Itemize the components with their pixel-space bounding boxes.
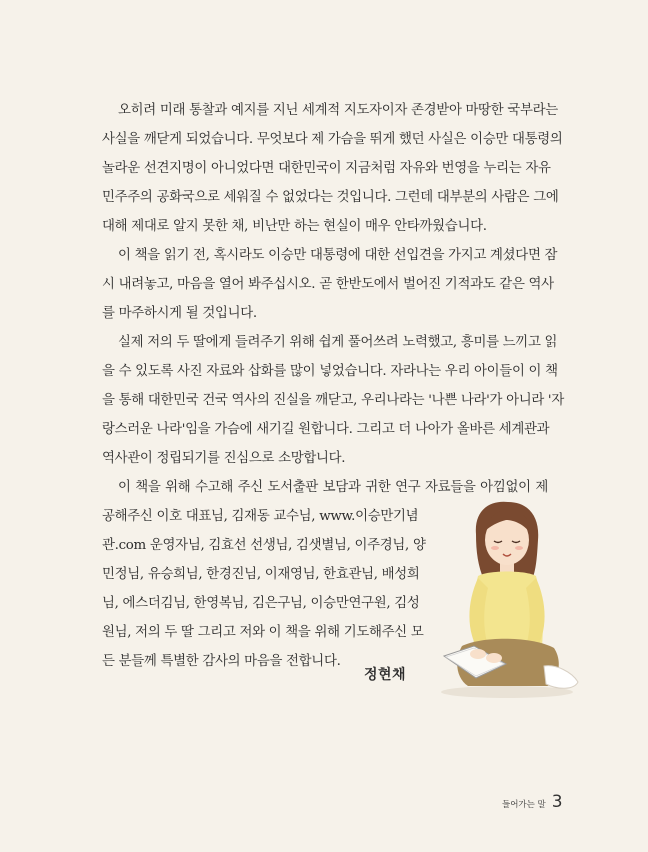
text-line: 원님, 저의 두 딸 그리고 저와 이 책을 위해 기도해주신 모 — [102, 625, 424, 640]
text-line: 를 마주하시게 될 것입니다. — [102, 306, 257, 321]
text-line: 님, 에스더김님, 한영복님, 김은구님, 이승만연구원, 김성 — [102, 596, 420, 611]
text-line: 오히려 미래 통찰과 예지를 지닌 세계적 지도자이자 존경받아 마땅한 국부라는 — [118, 103, 558, 118]
text-line: 관.com 운영자님, 김효선 선생님, 김샛별님, 이주경님, 양 — [102, 538, 426, 553]
text-line: 놀라운 선견지명이 아니었다면 대한민국이 지금처럼 자유와 번영을 누리는 자유 — [102, 161, 551, 176]
text-line: 시 내려놓고, 마음을 열어 봐주십시오. 곧 한반도에서 벌어진 기적과도 같은 역사 — [102, 277, 554, 292]
woman-reading-book-illustration — [432, 496, 582, 702]
text-line: 을 수 있도록 사진 자료와 삽화를 많이 넣었습니다. 자라나는 우리 아이들이 이 책 — [102, 364, 558, 379]
text-line: 대해 제대로 알지 못한 채, 비난만 하는 현실이 매우 안타까웠습니다. — [102, 219, 487, 234]
text-line: 사실을 깨닫게 되었습니다. 무엇보다 제 가슴을 뛰게 했던 사실은 이승만 대통령의 — [102, 132, 563, 147]
page-number: 3 — [551, 792, 563, 812]
text-line: 민정님, 유승희님, 한경진님, 이재영님, 한효관님, 배성희 — [102, 567, 420, 582]
text-line: 이 책을 위해 수고해 주신 도서출판 보담과 귀한 연구 자료들을 아낌없이 제 — [118, 480, 548, 495]
text-line: 공해주신 이호 대표님, 김재동 교수님, www.이승만기념 — [102, 509, 419, 524]
text-line: 민주주의 공화국으로 세워질 수 없었다는 것입니다. 그런데 대부분의 사람은 그에 — [102, 190, 559, 205]
text-line: 이 책을 읽기 전, 혹시라도 이승만 대통령에 대한 선입견을 가지고 계셨다면 잠 — [118, 248, 558, 263]
text-line: 역사관이 정립되기를 진심으로 소망합니다. — [102, 451, 346, 466]
page-footer — [502, 792, 563, 812]
author-signature: 정현채 — [364, 667, 407, 683]
section-label: 들어가는 말 — [502, 800, 546, 810]
text-line: 랑스러운 나라'임을 가슴에 새기길 원합니다. 그리고 더 나아가 올바른 세계관과 — [102, 422, 550, 437]
text-line: 실제 저의 두 딸에게 들려주기 위해 쉽게 풀어쓰려 노력했고, 흥미를 느끼고 읽 — [118, 335, 558, 350]
text-line: 을 통해 대한민국 건국 역사의 진실을 깨닫고, 우리나라는 '나쁜 나라'가 아니라 '자 — [102, 393, 564, 408]
text-line: 든 분들께 특별한 감사의 마음을 전합니다. — [102, 654, 341, 669]
